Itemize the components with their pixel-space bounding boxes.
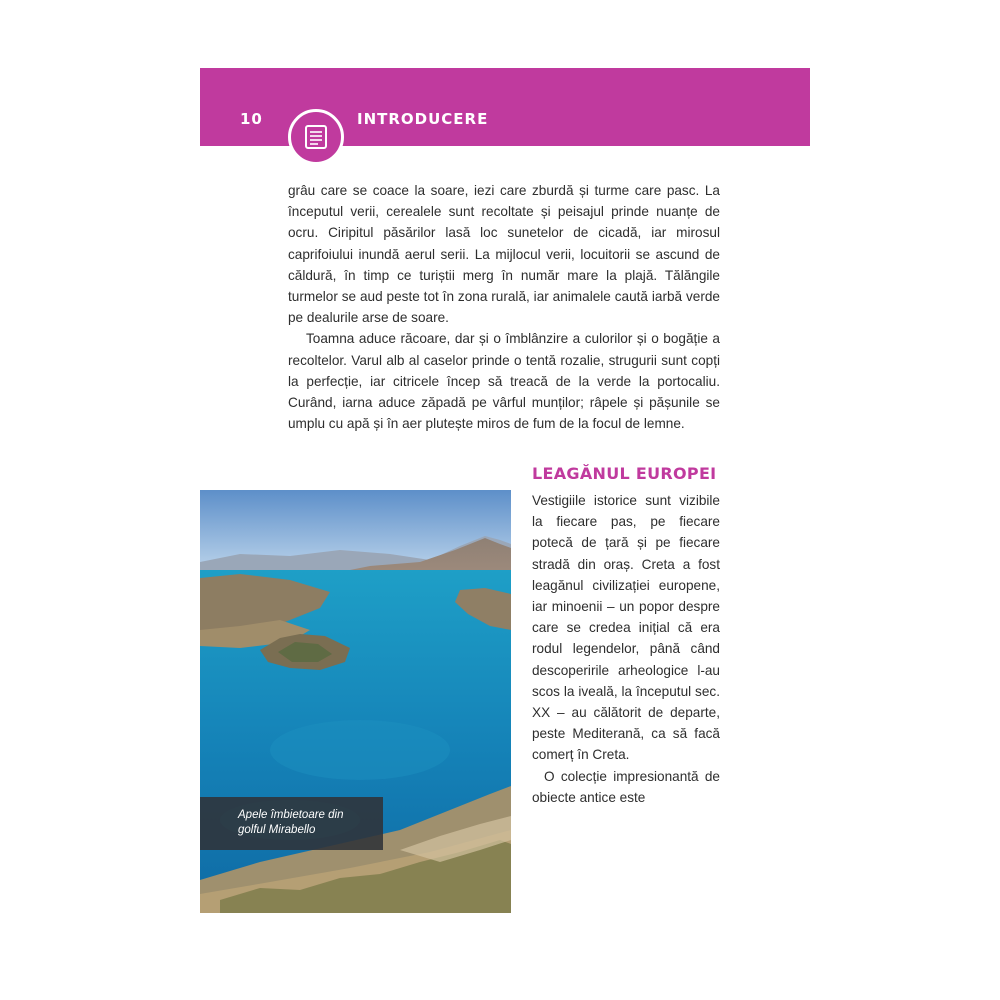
section-heading: LEAGĂNUL EUROPEI (532, 464, 717, 483)
section-paragraph-1: Vestigiile istorice sunt vizibile la fiecare pas, pe fiecare potecă de țară și pe fiecare stradă din oraș. Creta a fost leagănul civilizației europene, iar minoenii – un popor despre care se credea inițial că era rodul legendelor, până când descoperirile arheologice l-au scos la iveală, la începutul sec. XX – au călătorit de departe, peste Mediterană, ca să facă comerț în Creta. (532, 493, 720, 763)
main-paragraph-2: Toamna aduce răcoare, dar și o îmblânzire a culorilor și o bogăție a recoltelor. Varul alb al caselor prinde o tentă rozalie, strugurii sunt copți la perfecție, iar citricele încep să treacă de la verde la portocaliu. Curând, iarna aduce zăpadă pe vârful munților; râpele și pășunile se umplu cu apă și în aer plutește miros de fum de la focul de lemne. (288, 331, 720, 432)
chapter-badge (288, 109, 344, 165)
book-icon (304, 124, 328, 150)
section-paragraph-2: O colecție impresionantă de obiecte antice este (532, 768, 720, 805)
page-number: 10 (240, 110, 263, 128)
section-text-column (532, 490, 720, 808)
caption-line-2: golful Mirabello (238, 824, 316, 836)
caption-line-1: Apele îmbietoare din (238, 809, 344, 821)
photo-caption (200, 797, 383, 850)
chapter-title: INTRODUCERE (357, 110, 489, 128)
main-paragraph-1: grâu care se coace la soare, iezi care zburdă și turme care pasc. La începutul verii, cerealele sunt recoltate și peisajul prinde nuanțe de ocru. Ciripitul păsărilor lasă loc sunetelor de cicadă, iar mirosul caprifoiului inundă aerul serii. La mijlocul verii, locuitorii se ascund de căldură, în timp ce turiștii merg în număr mare la plajă. Tălăngile turmelor se aud peste tot în zona rurală, iar animalele caută iarbă verde pe dealurile arse de soare. (288, 183, 720, 326)
main-text-column (288, 180, 720, 434)
